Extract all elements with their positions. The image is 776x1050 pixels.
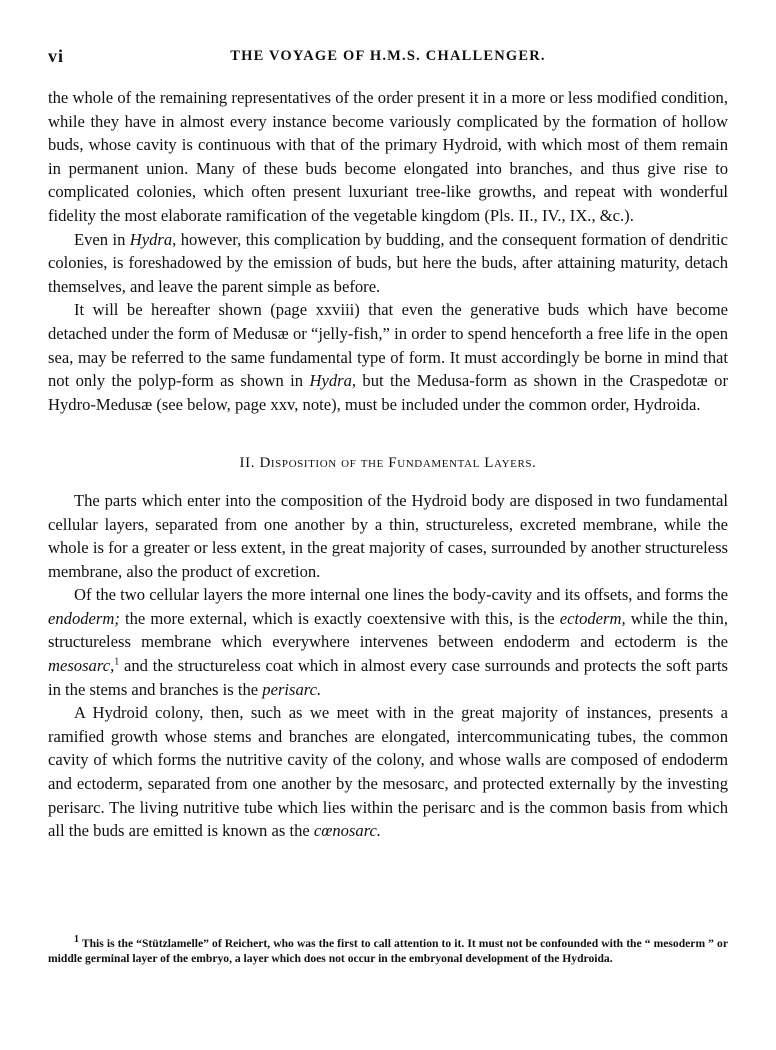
footnote-reference[interactable]: 1	[114, 656, 120, 668]
running-title: THE VOYAGE OF H.M.S. CHALLENGER.	[230, 48, 546, 64]
paragraph-hydra-budding: Even in Hydra, however, this complication by budding, and the consequent formation of dendritic colonies, is foreshadowed by the emission of buds, but here the buds, after attaining maturity, detach themselves, and leave the parent simple as before.	[48, 229, 728, 296]
paragraph-cellular-layers: Of the two cellular layers the more internal one lines the body-cavity and its offsets, and forms the endoderm; the more external, which is exactly coextensive with this, is the ectoderm, while the thin, structureless membrane which everywhere intervenes between endoderm and ectoderm is the mesosarc,$^1$ and the structureless coat which in almost every case surrounds and protects the soft parts in the stems and branches is the perisarc.	[48, 585, 728, 699]
term-coenosarc: cœnosarc.	[313, 821, 382, 841]
term-perisarc: perisarc.	[262, 679, 322, 699]
paragraph-fundamental-layers: The parts which enter into the composition of the Hydroid body are disposed in two fundamental cellular layers, separated from one another by a thin, structureless, excreted membrane, while the whole is for a greater or less extent, in the great majority of cases, surrounded by another structureless membrane, also the product of excretion.	[48, 490, 728, 581]
paragraph-continued: the whole of the remaining representatives of the order present it in a more or less modified condition, while they have in almost every instance become variously complicated by the formation of hollow buds, whose cavity is continuous with that of the primary Hydroid, with which most of them remain in permanent union. Many of these buds become elongated into branches, and thus give rise to complicated colonies, which often present luxuriant tree-like growths, and repeat with wonderful fidelity the most elaborate ramification of the vegetable kingdom (Pls. II., IV., IX., &c.).	[48, 88, 728, 225]
footnote	[48, 936, 728, 966]
term-ectoderm: ectoderm,	[559, 608, 626, 628]
page-number: vi	[48, 46, 65, 66]
section-number: II.	[239, 455, 256, 472]
footnote-text: This is the “Stützlamelle” of Reichert, who was the first to call attention to it. It must not be confounded with the “ mesoderm ” or middle germinal layer of the embryo, a layer which does not occur in the embryonal development of the Hydroida.	[48, 937, 728, 965]
footnote-marker: 1	[74, 934, 79, 946]
running-header	[48, 46, 728, 68]
paragraph-generative-buds: It will be hereafter shown (page xxviii) that even the generative buds which have become detached under the form of Medusæ or “jelly-fish,” in order to spend henceforth a free life in the open sea, may be referred to the same fundamental type of form. It must accordingly be borne in mind that not only the polyp-form as shown in Hydra, but the Medusa-form as shown in the Craspedotæ or Hydro-Medusæ (see below, page xxv, note), must be included under the common order, Hydroida.	[48, 300, 728, 414]
section-heading	[48, 452, 728, 476]
taxon-hydra: Hydra	[129, 229, 173, 249]
section-title: Disposition of the Fundamental Layers.	[259, 455, 537, 472]
term-mesosarc: mesosarc,	[48, 656, 115, 676]
term-endoderm: endoderm;	[48, 608, 120, 628]
taxon-hydra: Hydra	[309, 371, 352, 391]
paragraph-hydroid-colony: A Hydroid colony, then, such as we meet with in the great majority of instances, presents a ramified growth whose stems and branches are elongated, intercommunicating tubes, the common cavity of which forms the nutritive cavity of the colony, and whose walls are composed of endoderm and ectoderm, separated from one another by the mesosarc, and protected externally by the investing perisarc. The living nutritive tube which lies within the perisarc and is the common basis from which all the buds are emitted is known as the cœnosarc.	[48, 703, 728, 841]
body-text	[48, 86, 728, 843]
